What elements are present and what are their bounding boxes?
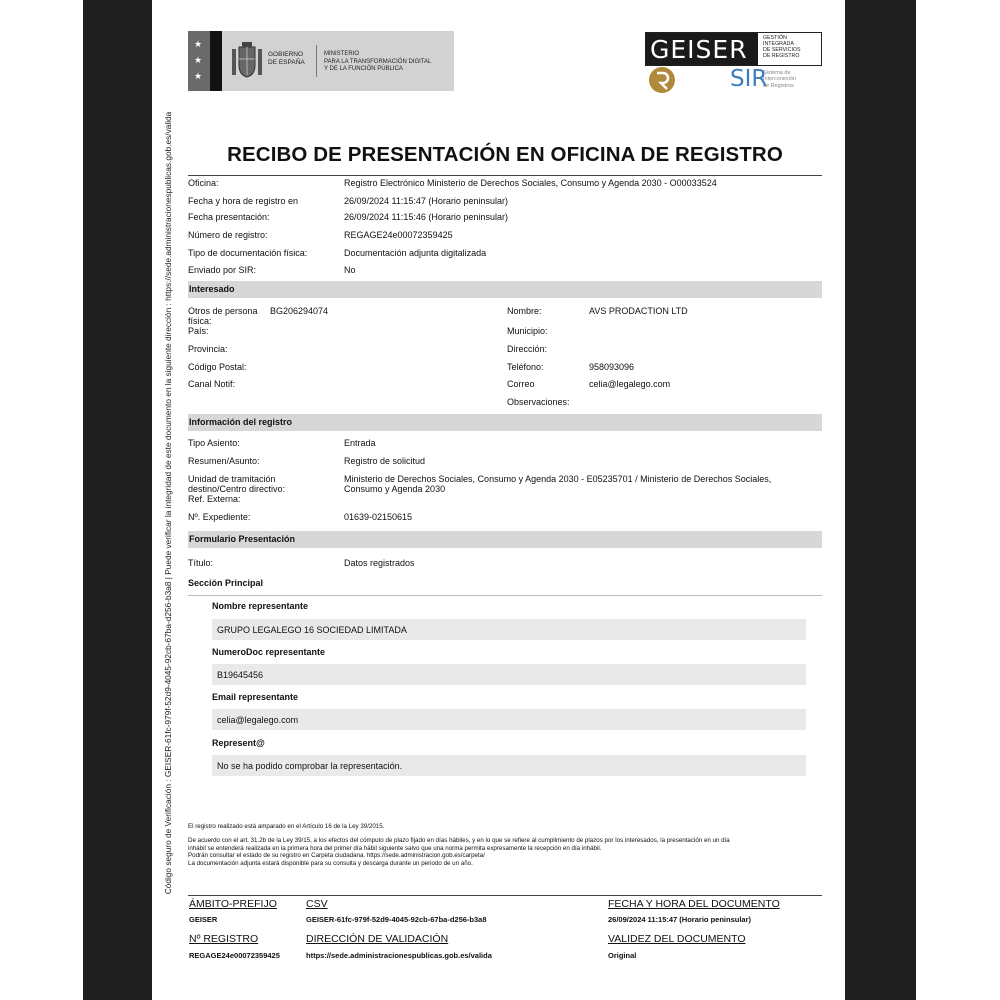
- info-registro-section-header: [188, 414, 822, 431]
- numero-registro-value: REGAGE24e00072359425: [344, 230, 453, 240]
- fecha-presentacion-value: 26/09/2024 11:15:46 (Horario peninsular): [344, 212, 508, 222]
- sir-logo-text: SIR: [730, 66, 768, 92]
- registro-seal-icon: [648, 66, 676, 94]
- footer-rule: [188, 895, 822, 896]
- interesado-heading: Interesado: [189, 284, 235, 294]
- formulario-section-header: [188, 531, 822, 548]
- right-frame: [845, 0, 916, 1000]
- validez-value: Original: [608, 951, 637, 960]
- oficina-value: Registro Electrónico Ministerio de Derechos Sociales, Consumo y Agenda 2030 - O00033524: [344, 178, 717, 188]
- eu-flag-icon: ★ ★ ★: [188, 31, 210, 91]
- unidad-tramitacion-label: Unidad de tramitación destino/Centro directivo: Ref. Externa:: [188, 474, 286, 504]
- enviado-sir-value: No: [344, 265, 356, 275]
- oficina-label: Oficina:: [188, 178, 219, 188]
- codigo-postal-label: Código Postal:: [188, 362, 247, 372]
- tipo-doc-label: Tipo de documentación física:: [188, 248, 308, 258]
- unidad-tramitacion-value: Ministerio de Derechos Sociales, Consumo y Agenda 2030 - E05235701 / Ministerio de Derechos Sociales, Consumo y Agenda 2030: [344, 474, 772, 494]
- tipo-asiento-value: Entrada: [344, 438, 376, 448]
- document-title: RECIBO DE PRESENTACIÓN EN OFICINA DE REGISTRO: [227, 143, 783, 166]
- otros-persona-value: BG206294074: [270, 306, 329, 316]
- title-rule: [188, 175, 822, 176]
- telefono-value: 958093096: [589, 362, 635, 372]
- provincia-label: Provincia:: [188, 344, 228, 354]
- numero-registro-label: Número de registro:: [188, 230, 268, 240]
- coat-of-arms-icon: [230, 41, 264, 81]
- left-frame: [83, 0, 152, 1000]
- flag-stripe: [210, 31, 222, 91]
- fecha-presentacion-label: Fecha presentación:: [188, 212, 270, 222]
- fecha-documento-heading: FECHA Y HORA DEL DOCUMENTO: [608, 898, 780, 910]
- correo-label: Correo: [507, 379, 535, 389]
- numero-registro-footer-value: REGAGE24e00072359425: [189, 951, 280, 960]
- formulario-heading: Formulario Presentación: [189, 534, 296, 544]
- ambito-value: GEISER: [189, 915, 218, 924]
- legal-text-2: De acuerdo con el art. 31.2b de la Ley 39/15, a los efectos del cómputo de plazo fijado en días hábiles, y en lo que se refiere al cumplimiento de plazos por los interesados, la presentación en un día inhábil se entenderá realizada en la primera hora del primer día hábil siguiente salvo que una norma permita expresamente la recepción en día inhábil. Podrán consultar el estado de su registro en Carpeta ciudadana. https://sede.administracion.gob.es/carpeta/ La documentación adjunta estará disponible para su consulta y descarga durante un periodo de un año.: [188, 837, 730, 867]
- geiser-logo-text: GEISER: [650, 35, 748, 64]
- side-text-content: Código seguro de Verificación : GEISER-61fc-979f-52d9-4045-92cb-67ba-d256-b3a8 | Puede verificar la integridad de este documento en la siguiente dirección : https://sede.administracionespublicas.gob.es/valida: [163, 111, 173, 895]
- direccion-label: Dirección:: [507, 344, 548, 354]
- field-value-nombre-representante: GRUPO LEGALEGO 16 SOCIEDAD LIMITADA: [212, 619, 806, 640]
- otros-persona-label: Otros de persona física:: [188, 306, 258, 326]
- government-logo: [188, 31, 454, 91]
- sir-logo: [730, 66, 815, 94]
- observaciones-label: Observaciones:: [507, 397, 570, 407]
- municipio-label: Municipio:: [507, 326, 548, 336]
- titulo-value: Datos registrados: [344, 558, 415, 568]
- field-label-email-representante: Email representante: [212, 692, 299, 702]
- validez-heading: VALIDEZ DEL DOCUMENTO: [608, 933, 746, 945]
- geiser-logo: [645, 32, 822, 66]
- fecha-registro-value: 26/09/2024 11:15:47 (Horario peninsular): [344, 196, 508, 206]
- fecha-registro-label: Fecha y hora de registro en: [188, 196, 299, 206]
- pais-label: País:: [188, 326, 209, 336]
- seccion-principal-heading: Sección Principal: [188, 578, 264, 588]
- numero-registro-heading: Nº REGISTRO: [189, 933, 259, 945]
- direccion-validacion-value[interactable]: https://sede.administracionespublicas.gob.es/valida: [306, 951, 492, 960]
- tipo-asiento-label: Tipo Asiento:: [188, 438, 240, 448]
- logo-divider: [316, 45, 317, 77]
- nombre-value: AVS PRODACTION LTD: [589, 306, 688, 316]
- expediente-label: Nº. Expediente:: [188, 512, 251, 522]
- seccion-rule: [188, 595, 822, 596]
- field-value-represent: No se ha podido comprobar la representación.: [212, 755, 806, 776]
- resumen-value: Registro de solicitud: [344, 456, 426, 466]
- info-registro-heading: Información del registro: [189, 417, 293, 427]
- field-label-numerodoc-representante: NumeroDoc representante: [212, 647, 326, 657]
- csv-value: GEISER-61fc-979f-52d9-4045-92cb-67ba-d256-b3a8: [306, 915, 487, 924]
- tipo-doc-value: Documentación adjunta digitalizada: [344, 248, 487, 258]
- direccion-validacion-heading: DIRECCIÓN DE VALIDACIÓN: [306, 933, 449, 945]
- enviado-sir-label: Enviado por SIR:: [188, 265, 257, 275]
- correo-value: celia@legalego.com: [589, 379, 671, 389]
- expediente-value: 01639-02150615: [344, 512, 413, 522]
- gobierno-text: GOBIERNO DE ESPAÑA: [268, 51, 305, 66]
- field-value-email-representante: celia@legalego.com: [212, 709, 806, 730]
- ministerio-text: MINISTERIO PARA LA TRANSFORMACIÓN DIGITAL Y DE LA FUNCIÓN PÚBLICA: [324, 51, 432, 72]
- fecha-documento-value: 26/09/2024 11:15:47 (Horario peninsular): [608, 915, 751, 924]
- legal-text-1: El registro realizado está amparado en el Artículo 16 de la Ley 39/2015.: [188, 823, 385, 830]
- verification-side-text: [158, 111, 178, 895]
- resumen-label: Resumen/Asunto:: [188, 456, 260, 466]
- field-label-represent: Represent@: [212, 738, 265, 748]
- telefono-label: Teléfono:: [507, 362, 544, 372]
- field-label-nombre-representante: Nombre representante: [212, 601, 309, 611]
- titulo-label: Título:: [188, 558, 214, 568]
- csv-heading: CSV: [306, 898, 328, 910]
- ambito-heading: ÁMBITO-PREFIJO: [189, 898, 277, 910]
- nombre-label: Nombre:: [507, 306, 542, 316]
- sir-subtitle: Sistema de Interconexión de Registros: [763, 70, 797, 89]
- field-value-numerodoc-representante: B19645456: [212, 664, 806, 685]
- geiser-subtitle: GESTIÓN INTEGRADA DE SERVICIOS DE REGISTRO: [763, 35, 801, 59]
- interesado-section-header: [188, 281, 822, 298]
- canal-notif-label: Canal Notif:: [188, 379, 236, 389]
